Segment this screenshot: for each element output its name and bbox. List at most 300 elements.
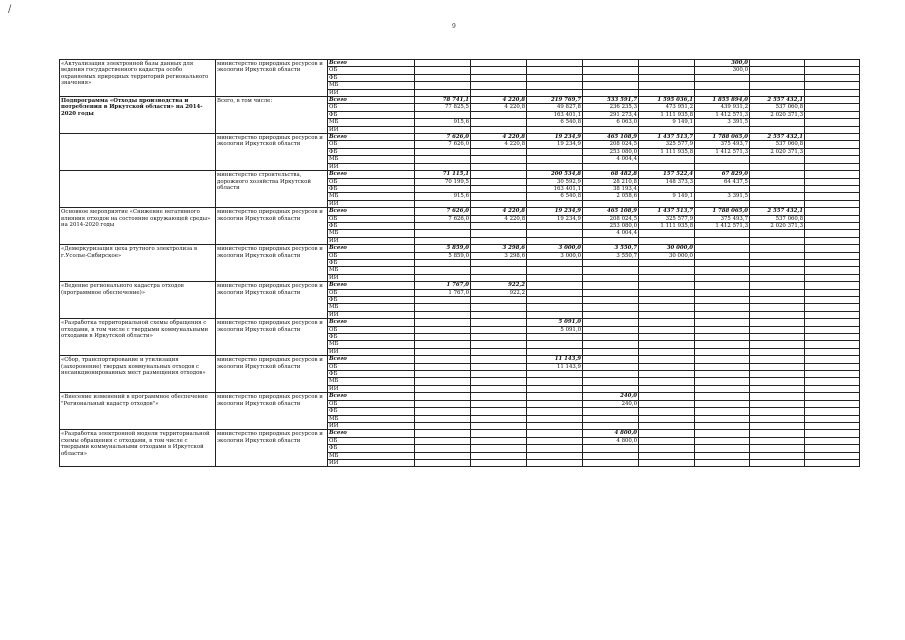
amount-cell	[471, 259, 527, 266]
table-row	[60, 134, 860, 141]
amount-cell	[527, 422, 583, 429]
amount-cell	[695, 437, 750, 444]
amount-cell	[415, 304, 471, 311]
funding-source: МБ	[328, 452, 415, 459]
amount-cell	[695, 185, 750, 192]
amount-cell: 4 800,0	[583, 430, 639, 437]
amount-cell: 3 391,5	[695, 193, 750, 200]
amount-cell: 70 199,5	[415, 178, 471, 185]
amount-cell	[805, 171, 860, 178]
page-number: 9	[452, 23, 456, 30]
funding-source: ИИ	[328, 274, 415, 281]
amount-cell	[750, 459, 805, 466]
amount-cell	[639, 156, 695, 163]
amount-cell	[471, 111, 527, 118]
amount-cell: 4 220,8	[471, 141, 527, 148]
amount-cell	[639, 445, 695, 452]
amount-cell	[583, 311, 639, 318]
amount-cell	[471, 385, 527, 392]
amount-cell	[750, 385, 805, 392]
amount-cell	[695, 74, 750, 81]
amount-cell	[639, 304, 695, 311]
amount-cell	[750, 356, 805, 363]
amount-cell: 3 550,7	[583, 245, 639, 252]
amount-cell	[639, 459, 695, 466]
amount-cell	[695, 393, 750, 400]
amount-cell	[639, 237, 695, 244]
amount-cell	[415, 452, 471, 459]
amount-cell	[583, 378, 639, 385]
executor: министерство природных ресурсов и экологии Иркутской области	[216, 134, 328, 171]
amount-cell	[695, 282, 750, 289]
amount-cell	[639, 385, 695, 392]
amount-cell: 11 143,9	[527, 363, 583, 370]
amount-cell	[750, 74, 805, 81]
amount-cell	[415, 67, 471, 74]
amount-cell	[527, 163, 583, 170]
amount-cell	[639, 356, 695, 363]
amount-cell	[415, 311, 471, 318]
amount-cell	[415, 393, 471, 400]
amount-cell: 157 522,4	[639, 171, 695, 178]
amount-cell: 38 193,4	[583, 185, 639, 192]
amount-cell: 300,0	[695, 60, 750, 67]
amount-cell	[695, 126, 750, 133]
table-row	[60, 245, 860, 252]
amount-cell	[805, 74, 860, 81]
amount-cell	[471, 378, 527, 385]
amount-cell	[415, 267, 471, 274]
amount-cell	[415, 82, 471, 89]
amount-cell	[639, 400, 695, 407]
amount-cell	[639, 259, 695, 266]
amount-cell	[695, 319, 750, 326]
amount-cell	[805, 126, 860, 133]
amount-cell	[471, 304, 527, 311]
amount-cell	[415, 422, 471, 429]
funding-source: ФБ	[328, 148, 415, 155]
funding-source: ИИ	[328, 163, 415, 170]
amount-cell: 163 401,1	[527, 111, 583, 118]
amount-cell	[750, 185, 805, 192]
amount-cell: 208 024,5	[583, 215, 639, 222]
amount-cell	[695, 252, 750, 259]
amount-cell	[750, 267, 805, 274]
amount-cell	[805, 415, 860, 422]
amount-cell	[695, 237, 750, 244]
amount-cell	[750, 230, 805, 237]
executor: министерство строительства, дорожного хозяйства Иркутской области	[216, 171, 328, 208]
amount-cell	[471, 156, 527, 163]
amount-cell: 148 373,3	[639, 178, 695, 185]
funding-source: ИИ	[328, 348, 415, 355]
amount-cell	[527, 348, 583, 355]
amount-cell: 922,2	[471, 282, 527, 289]
amount-cell	[750, 200, 805, 207]
amount-cell: 2 557 432,1	[750, 134, 805, 141]
amount-cell: 375 493,7	[695, 215, 750, 222]
amount-cell: 67 829,0	[695, 171, 750, 178]
funding-source: Всего	[328, 245, 415, 252]
amount-cell: 473 951,2	[639, 104, 695, 111]
amount-cell	[750, 89, 805, 96]
table-row	[60, 208, 860, 215]
funding-source: ОБ	[328, 178, 415, 185]
budget-table	[59, 59, 860, 467]
amount-cell	[527, 341, 583, 348]
amount-cell	[583, 445, 639, 452]
amount-cell: 1 111 935,8	[639, 148, 695, 155]
amount-cell	[805, 200, 860, 207]
amount-cell	[639, 363, 695, 370]
funding-source: ФБ	[328, 222, 415, 229]
funding-source: Всего	[328, 171, 415, 178]
amount-cell	[639, 274, 695, 281]
amount-cell	[415, 348, 471, 355]
amount-cell	[415, 259, 471, 266]
amount-cell: 19 234,9	[527, 208, 583, 215]
amount-cell	[583, 126, 639, 133]
amount-cell	[695, 274, 750, 281]
amount-cell	[639, 126, 695, 133]
executor: министерство природных ресурсов и экологии Иркутской области	[216, 245, 328, 282]
amount-cell	[639, 311, 695, 318]
amount-cell: 300,0	[695, 67, 750, 74]
amount-cell	[471, 237, 527, 244]
amount-cell	[805, 193, 860, 200]
amount-cell	[750, 67, 805, 74]
table-row	[60, 60, 860, 67]
amount-cell	[415, 89, 471, 96]
amount-cell	[471, 430, 527, 437]
amount-cell	[415, 274, 471, 281]
amount-cell	[805, 245, 860, 252]
activity-name: Подпрограмма «Отходы производства и потребления в Иркутской области» на 2014-2020 годы	[60, 97, 216, 134]
funding-source: ОБ	[328, 67, 415, 74]
amount-cell: 4 800,0	[583, 437, 639, 444]
amount-cell	[695, 259, 750, 266]
amount-cell	[639, 267, 695, 274]
amount-cell	[639, 319, 695, 326]
funding-source: ОБ	[328, 289, 415, 296]
amount-cell	[805, 378, 860, 385]
amount-cell: 6 540,8	[527, 193, 583, 200]
amount-cell	[805, 311, 860, 318]
funding-source: ФБ	[328, 111, 415, 118]
amount-cell	[527, 89, 583, 96]
amount-cell	[471, 326, 527, 333]
amount-cell	[415, 334, 471, 341]
amount-cell	[750, 156, 805, 163]
amount-cell	[805, 304, 860, 311]
amount-cell: 77 825,5	[415, 104, 471, 111]
amount-cell: 325 577,9	[639, 141, 695, 148]
amount-cell	[805, 222, 860, 229]
amount-cell: 439 931,2	[695, 104, 750, 111]
amount-cell	[695, 341, 750, 348]
amount-cell: 2 020 371,3	[750, 148, 805, 155]
amount-cell	[805, 89, 860, 96]
executor: министерство природных ресурсов и экологии Иркутской области	[216, 356, 328, 393]
amount-cell: 30 000,0	[639, 245, 695, 252]
amount-cell	[471, 319, 527, 326]
amount-cell	[471, 297, 527, 304]
amount-cell	[583, 297, 639, 304]
activity-name: Основное мероприятие «Снижение негативного влияния отходов на состояние окружающей среды» на 2014-2020 годы	[60, 208, 216, 245]
amount-cell	[415, 319, 471, 326]
amount-cell	[750, 282, 805, 289]
amount-cell	[471, 459, 527, 466]
amount-cell	[639, 393, 695, 400]
amount-cell	[583, 385, 639, 392]
amount-cell: 240,0	[583, 393, 639, 400]
amount-cell: 3 000,0	[527, 245, 583, 252]
amount-cell	[471, 356, 527, 363]
amount-cell	[805, 341, 860, 348]
amount-cell	[527, 378, 583, 385]
amount-cell: 325 577,9	[639, 215, 695, 222]
amount-cell	[583, 319, 639, 326]
amount-cell: 2 020 371,3	[750, 111, 805, 118]
amount-cell: 64 437,5	[695, 178, 750, 185]
amount-cell	[750, 126, 805, 133]
amount-cell	[639, 60, 695, 67]
amount-cell	[695, 326, 750, 333]
amount-cell	[415, 156, 471, 163]
funding-source: ИИ	[328, 126, 415, 133]
amount-cell	[583, 289, 639, 296]
amount-cell: 4 220,8	[471, 104, 527, 111]
funding-source: ФБ	[328, 297, 415, 304]
amount-cell: 1 412 571,3	[695, 111, 750, 118]
amount-cell	[695, 297, 750, 304]
executor: Всего, в том числе:	[216, 97, 328, 134]
amount-cell	[695, 334, 750, 341]
funding-source: ОБ	[328, 252, 415, 259]
table-row	[60, 356, 860, 363]
amount-cell	[695, 348, 750, 355]
amount-cell	[415, 356, 471, 363]
amount-cell	[583, 415, 639, 422]
amount-cell	[695, 311, 750, 318]
amount-cell	[805, 119, 860, 126]
amount-cell	[527, 304, 583, 311]
amount-cell: 200 534,8	[527, 171, 583, 178]
amount-cell	[750, 60, 805, 67]
amount-cell: 1 595 036,1	[639, 97, 695, 104]
executor: министерство природных ресурсов и экологии Иркутской области	[216, 319, 328, 356]
amount-cell	[415, 60, 471, 67]
amount-cell	[415, 111, 471, 118]
amount-cell: 2 058,6	[583, 193, 639, 200]
amount-cell	[471, 400, 527, 407]
amount-cell	[471, 60, 527, 67]
amount-cell	[527, 400, 583, 407]
amount-cell: 2 557 432,1	[750, 208, 805, 215]
amount-cell	[471, 371, 527, 378]
amount-cell: 3 391,5	[695, 119, 750, 126]
amount-cell: 4 220,8	[471, 215, 527, 222]
amount-cell: 68 482,8	[583, 171, 639, 178]
amount-cell: 19 234,9	[527, 134, 583, 141]
amount-cell	[527, 60, 583, 67]
amount-cell: 1 767,0	[415, 282, 471, 289]
amount-cell	[415, 297, 471, 304]
amount-cell	[583, 452, 639, 459]
amount-cell	[695, 378, 750, 385]
amount-cell	[750, 363, 805, 370]
table-row	[60, 97, 860, 104]
amount-cell	[583, 60, 639, 67]
amount-cell	[805, 267, 860, 274]
funding-source: МБ	[328, 193, 415, 200]
amount-cell: 30 592,9	[527, 178, 583, 185]
amount-cell: 30 000,0	[639, 252, 695, 259]
amount-cell	[583, 363, 639, 370]
amount-cell	[415, 378, 471, 385]
amount-cell	[527, 82, 583, 89]
funding-source: ФБ	[328, 408, 415, 415]
funding-source: ИИ	[328, 237, 415, 244]
amount-cell	[750, 445, 805, 452]
table-row	[60, 282, 860, 289]
amount-cell	[527, 393, 583, 400]
amount-cell: 1 111 935,8	[639, 222, 695, 229]
amount-cell	[805, 356, 860, 363]
amount-cell	[583, 334, 639, 341]
amount-cell	[639, 289, 695, 296]
amount-cell: 291 273,4	[583, 111, 639, 118]
amount-cell: 1 437 513,7	[639, 134, 695, 141]
amount-cell: 28 210,8	[583, 178, 639, 185]
amount-cell: 1 855 894,0	[695, 97, 750, 104]
amount-cell	[695, 385, 750, 392]
funding-source: Всего	[328, 356, 415, 363]
amount-cell	[805, 230, 860, 237]
amount-cell	[583, 237, 639, 244]
amount-cell	[471, 408, 527, 415]
amount-cell	[527, 126, 583, 133]
amount-cell: 1 412 571,3	[695, 148, 750, 155]
amount-cell	[750, 334, 805, 341]
amount-cell	[583, 67, 639, 74]
amount-cell	[639, 163, 695, 170]
amount-cell	[805, 60, 860, 67]
amount-cell	[471, 171, 527, 178]
amount-cell	[695, 163, 750, 170]
amount-cell	[695, 304, 750, 311]
funding-source: Всего	[328, 97, 415, 104]
amount-cell	[527, 445, 583, 452]
amount-cell	[583, 82, 639, 89]
amount-cell: 1 788 065,0	[695, 134, 750, 141]
amount-cell: 915,6	[415, 119, 471, 126]
amount-cell	[805, 67, 860, 74]
amount-cell	[750, 319, 805, 326]
amount-cell	[471, 311, 527, 318]
activity-name: «Ведение регионального кадастра отходов (программное обеспечение)»	[60, 282, 216, 319]
amount-cell	[805, 148, 860, 155]
amount-cell: 6 540,8	[527, 119, 583, 126]
amount-cell	[805, 289, 860, 296]
amount-cell	[583, 422, 639, 429]
amount-cell	[583, 459, 639, 466]
amount-cell	[415, 163, 471, 170]
amount-cell	[805, 445, 860, 452]
executor: министерство природных ресурсов и экологии Иркутской области	[216, 208, 328, 245]
amount-cell	[805, 400, 860, 407]
amount-cell	[695, 156, 750, 163]
amount-cell	[750, 437, 805, 444]
amount-cell	[805, 104, 860, 111]
amount-cell: 9 149,1	[639, 193, 695, 200]
amount-cell	[695, 82, 750, 89]
amount-cell	[415, 185, 471, 192]
amount-cell	[805, 393, 860, 400]
amount-cell	[471, 452, 527, 459]
amount-cell: 163 401,1	[527, 185, 583, 192]
amount-cell	[805, 334, 860, 341]
amount-cell	[805, 437, 860, 444]
amount-cell	[695, 89, 750, 96]
amount-cell: 922,2	[471, 289, 527, 296]
activity-name: «Актуализация электронной базы данных для ведения государственного кадастра особо охраняемых природных территорий регионального значения»	[60, 60, 216, 97]
amount-cell	[471, 422, 527, 429]
amount-cell	[805, 282, 860, 289]
amount-cell	[527, 408, 583, 415]
amount-cell	[805, 459, 860, 466]
funding-source: ИИ	[328, 385, 415, 392]
funding-source: ИИ	[328, 200, 415, 207]
amount-cell	[639, 230, 695, 237]
amount-cell	[415, 222, 471, 229]
amount-cell: 7 626,0	[415, 215, 471, 222]
amount-cell	[415, 459, 471, 466]
amount-cell	[805, 363, 860, 370]
amount-cell	[527, 452, 583, 459]
amount-cell	[471, 363, 527, 370]
amount-cell	[415, 430, 471, 437]
amount-cell	[805, 326, 860, 333]
amount-cell	[805, 97, 860, 104]
amount-cell: 19 234,9	[527, 141, 583, 148]
amount-cell	[583, 89, 639, 96]
amount-cell: 1 412 571,3	[695, 222, 750, 229]
amount-cell	[639, 297, 695, 304]
amount-cell	[527, 415, 583, 422]
amount-cell	[750, 422, 805, 429]
amount-cell	[639, 437, 695, 444]
funding-source: ИИ	[328, 459, 415, 466]
activity-name: «Демеркуризация цеха ртутного электролиза в г.Усолье-Сибирское»	[60, 245, 216, 282]
amount-cell	[695, 200, 750, 207]
amount-cell: 9 149,1	[639, 119, 695, 126]
amount-cell	[805, 422, 860, 429]
funding-source: МБ	[328, 341, 415, 348]
amount-cell: 3 298,6	[471, 245, 527, 252]
amount-cell	[527, 437, 583, 444]
amount-cell: 915,6	[415, 193, 471, 200]
funding-source: Всего	[328, 319, 415, 326]
amount-cell	[639, 378, 695, 385]
amount-cell	[471, 89, 527, 96]
executor: министерство природных ресурсов и экологии Иркутской области	[216, 60, 328, 97]
amount-cell	[750, 193, 805, 200]
amount-cell	[527, 74, 583, 81]
amount-cell	[639, 334, 695, 341]
funding-source: МБ	[328, 119, 415, 126]
amount-cell	[415, 445, 471, 452]
